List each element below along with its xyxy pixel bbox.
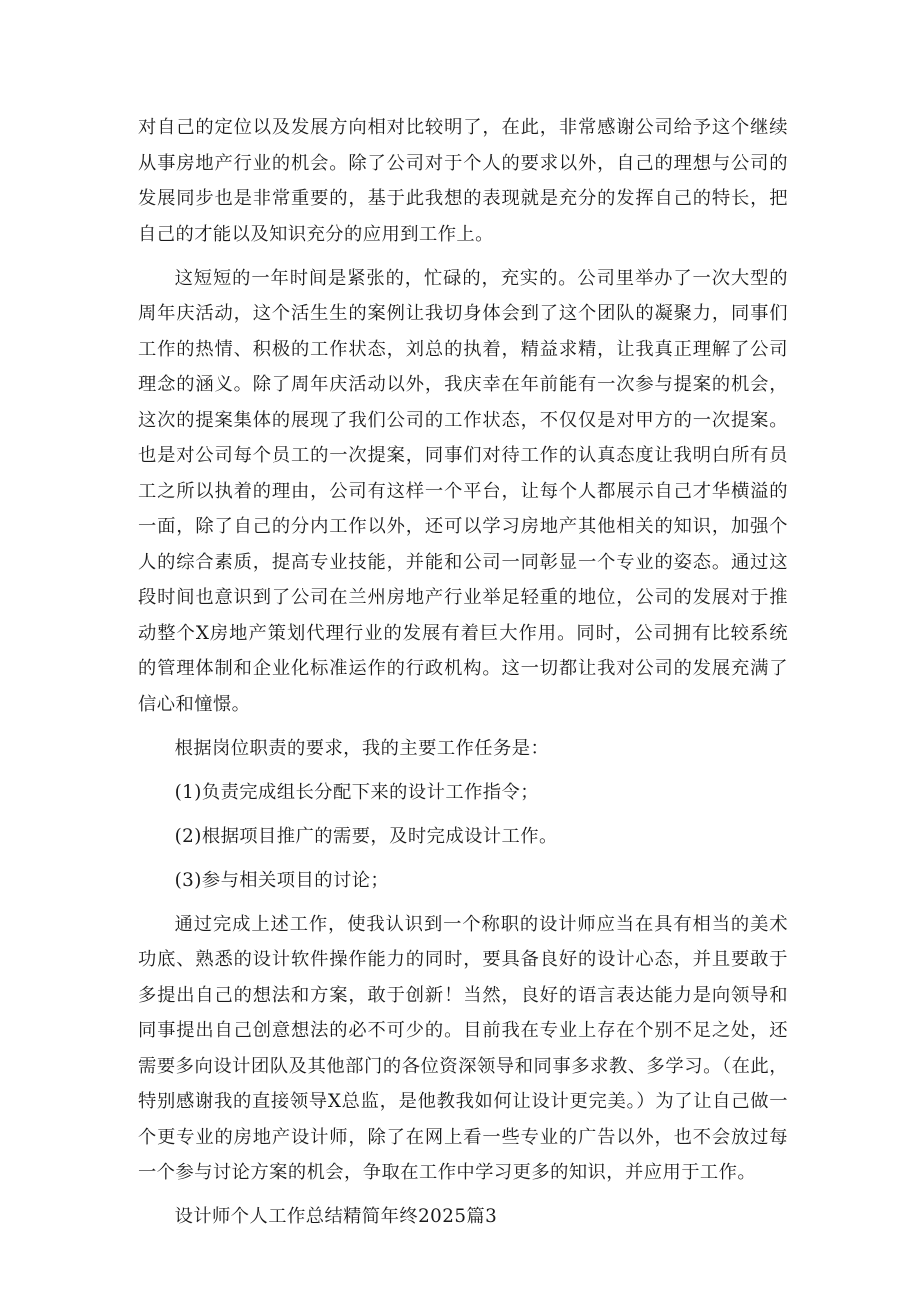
- section-heading: 设计师个人工作总结精简年终2025篇3: [174, 1206, 498, 1227]
- paragraph-continuation: 对自己的定位以及发展方向相对比较明了，在此，非常感谢公司给予这个继续从事房地产行业的机会。除了公司对于个人的要求以外，自己的理想与公司的发展同步也是非常重要的，基于此我想的表现就是充分的发挥自己的特长，把自己的才能以及知识充分的应用到工作上。: [138, 117, 788, 245]
- list-item-duty-1: (1)负责完成组长分配下来的设计工作指令；: [174, 781, 540, 803]
- paragraph-reflection: 通过完成上述工作，使我认识到一个称职的设计师应当在具有相当的美术功底、熟悉的设计软件操作能力的同时，要具备良好的设计心态，并且要敢于多提出自己的想法和方案，敢于创新！当然，良好的语言表达能力是向领导和同事提出自己创意想法的必不可少的。目前我在专业上存在个别不足之处，还需要多向设计团队及其他部门的各位资深领导和同事多求教、多学习。（在此，特别感谢我的直接领导X总监，是他教我如何让设计更完美。）为了让自己做一个更专业的房地产设计师，除了在网上看一些专业的广告以外，也不会放过每一个参与讨论方案的机会，争取在工作中学习更多的知识，并应用于工作。: [138, 913, 788, 1183]
- list-item-duty-2: (2)根据项目推广的需要，及时完成设计工作。: [174, 825, 558, 847]
- document-body: [138, 110, 788, 1235]
- paragraph-duties-intro: 根据岗位职责的要求，我的主要工作任务是：: [174, 737, 550, 759]
- list-item-duty-3: (3)参与相关项目的讨论；: [174, 869, 390, 891]
- paragraph-year-summary: 这短短的一年时间是紧张的，忙碌的，充实的。公司里举办了一次大型的周年庆活动，这个活生生的案例让我切身体会到了这个团队的凝聚力，同事们工作的热情、积极的工作状态，刘总的执着，精益求精，让我真正理解了公司理念的涵义。除了周年庆活动以外，我庆幸在年前能有一次参与提案的机会，这次的提案集体的展现了我们公司的工作状态，不仅仅是对甲方的一次提案。也是对公司每个员工的一次提案，同事们对待工作的认真态度让我明白所有员工之所以执着的理由，公司有这样一个平台，让每个人都展示自己才华横溢的一面，除了自己的分内工作以外，还可以学习房地产其他相关的知识，加强个人的综合素质，提高专业技能，并能和公司一同彰显一个专业的姿态。通过这段时间也意识到了公司在兰州房地产行业举足轻重的地位，公司的发展对于推动整个X房地产策划代理行业的发展有着巨大作用。同时，公司拥有比较系统的管理体制和企业化标准运作的行政机构。这一切都让我对公司的发展充满了信心和憧憬。: [138, 267, 788, 715]
